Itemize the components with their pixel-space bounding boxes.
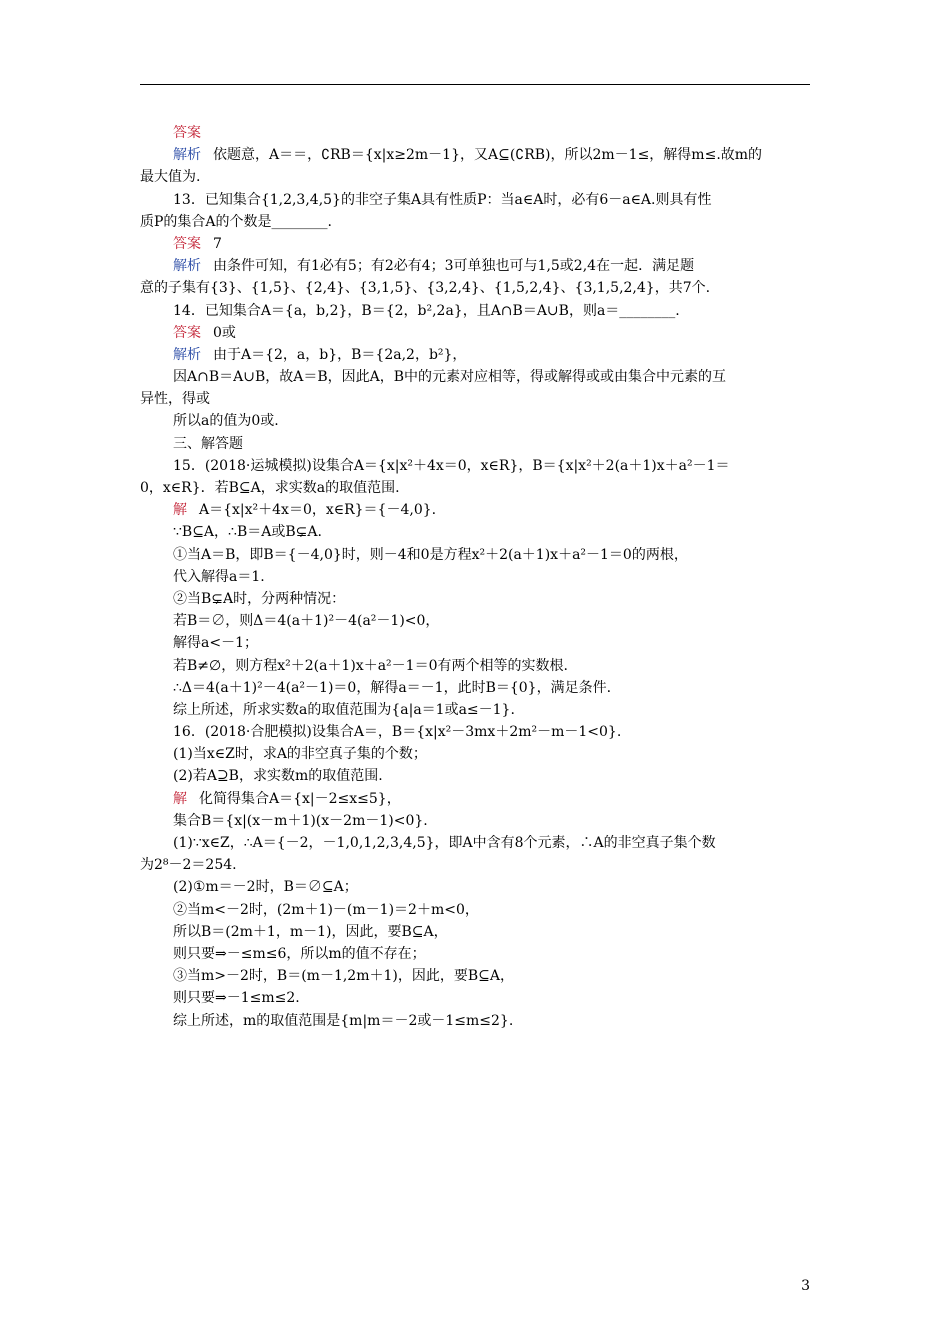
text-line [140, 788, 810, 810]
line-text: 0，x∈R}．若B⊆A，求实数a的取值范围. [140, 480, 400, 496]
text-line [140, 300, 810, 322]
text-line [140, 277, 810, 299]
line-text: (1)当x∈Z时，求A的非空真子集的个数； [173, 746, 427, 763]
line-text: 所以a的值为0或. [173, 413, 279, 430]
answer-label: 解析 [173, 346, 201, 363]
text-line [140, 1010, 810, 1032]
line-text: 因A∩B＝A∪B，故A＝B，因此A，B中的元素对应相等，得或解得或或由集合中元素的互 [173, 369, 727, 386]
text-line [140, 765, 810, 787]
answer-label: 答案 [173, 125, 201, 141]
line-text: 解得a<－1； [173, 635, 258, 652]
line-text: ∴Δ＝4(a＋1)²－4(a²－1)＝0，解得a＝－1，此时B＝{0}，满足条件. [173, 679, 612, 696]
text-line [140, 455, 810, 477]
text-line [140, 943, 810, 965]
line-text: ②当m<－2时，(2m＋1)－(m－1)＝2＋m<0， [173, 901, 479, 918]
answer-label: 解析 [173, 258, 201, 275]
line-text: 13．已知集合{1,2,3,4,5}的非空子集A具有性质P：当a∈A时，必有6－a∈A.则具有性 [173, 191, 712, 208]
text-line [140, 521, 810, 543]
answer-label: 解析 [173, 147, 201, 164]
header-rule [140, 84, 810, 85]
text-line [140, 477, 810, 499]
text-line [140, 965, 810, 987]
text-line [140, 677, 810, 699]
line-text: ∵B⊆A，∴B＝A或B⊊A. [173, 524, 322, 541]
line-text: ①当A＝B，即B＝{－4,0}时，则－4和0是方程x²＋2(a＋1)x＋a²－1＝0的两根， [173, 546, 688, 563]
text-line [140, 122, 810, 144]
line-text: 依题意，A＝＝，∁RB＝{x|x≥2m－1}，又A⊆(∁RB)，所以2m－1≤，解得m≤.故m的 [213, 147, 763, 164]
line-text: 异性，得或 [140, 391, 210, 408]
line-text: 化简得集合A＝{x|－2≤x≤5}， [199, 790, 401, 807]
page-number: 3 [801, 1278, 810, 1294]
answer-label: 解 [173, 790, 187, 807]
text-line [140, 588, 810, 610]
answer-label: 答案 [173, 324, 201, 341]
text-line [140, 655, 810, 677]
text-line [140, 344, 810, 366]
line-text: 0或 [213, 324, 236, 341]
line-text: 综上所述，所求实数a的取值范围为{a|a＝1或a≤－1}. [173, 701, 515, 718]
text-line [140, 166, 810, 188]
line-text: ②当B⊊A时，分两种情况： [173, 590, 346, 607]
text-line [140, 721, 810, 743]
text-line [140, 899, 810, 921]
text-line [140, 388, 810, 410]
line-text: (2)①m＝－2时，B＝∅⊆A； [173, 879, 358, 896]
text-line [140, 921, 810, 943]
answer-label: 解 [173, 502, 187, 519]
line-text: 所以B＝(2m＋1，m－1)，因此，要B⊆A， [173, 923, 448, 940]
answer-label: 答案 [173, 235, 201, 252]
line-text: 则只要⇒－1≤m≤2. [173, 990, 300, 1007]
text-line [140, 632, 810, 654]
text-line [140, 544, 810, 566]
line-text: 16．(2018·合肥模拟)设集合A＝，B＝{x|x²－3mx＋2m²－m－1<0}. [173, 724, 622, 741]
text-line [140, 832, 810, 854]
line-text: 由于A＝{2，a，b}，B＝{2a,2，b²}， [213, 346, 467, 363]
text-line [140, 743, 810, 765]
text-line [140, 322, 810, 344]
line-text: 由条件可知，有1必有5；有2必有4；3可单独也可与1,5或2,4在一起．满足题 [213, 258, 695, 275]
line-text: 15．(2018·运城模拟)设集合A＝{x|x²＋4x＝0，x∈R}，B＝{x|x²＋2(a＋1)x＋a²－1＝ [173, 457, 730, 474]
line-text: (1)∵x∈Z，∴A＝{－2，－1,0,1,2,3,4,5}，即A中含有8个元素，∴A的非空真子集个数 [173, 835, 716, 851]
line-text: 7 [213, 235, 222, 252]
line-text: 14．已知集合A＝{a，b,2}，B＝{2，b²,2a}，且A∩B＝A∪B，则a＝________. [173, 302, 680, 319]
line-text: 集合B＝{x|(x－m＋1)(x－2m－1)<0}. [173, 812, 428, 829]
text-line [140, 499, 810, 521]
text-line [140, 876, 810, 898]
text-line [140, 810, 810, 832]
document-body [140, 122, 810, 1032]
text-line [140, 233, 810, 255]
line-text: 意的子集有{3}、{1,5}、{2,4}、{3,1,5}、{3,2,4}、{1,5,2,4}、{3,1,5,2,4}，共7个. [140, 280, 711, 297]
text-line [140, 211, 810, 233]
line-text: 代入解得a＝1. [173, 568, 265, 585]
line-text: 最大值为. [140, 169, 201, 186]
line-text: 为2⁸－2＝254. [140, 857, 237, 874]
text-line [140, 189, 810, 211]
line-text: 则只要⇒－≤m≤6，所以m的值不存在； [173, 945, 426, 962]
text-line [140, 255, 810, 277]
line-text: (2)若A⊇B，求实数m的取值范围. [173, 768, 383, 785]
line-text: 三、解答题 [173, 435, 243, 452]
line-text: 若B＝∅，则Δ＝4(a＋1)²－4(a²－1)<0， [173, 613, 440, 630]
line-text: 若B≠∅，则方程x²＋2(a＋1)x＋a²－1＝0有两个相等的实数根. [173, 657, 568, 674]
text-line [140, 699, 810, 721]
text-line [140, 433, 810, 455]
line-text: A＝{x|x²＋4x＝0，x∈R}＝{－4,0}. [199, 502, 437, 519]
text-line [140, 366, 810, 388]
line-text: 综上所述，m的取值范围是{m|m＝－2或－1≤m≤2}. [173, 1012, 514, 1029]
text-line [140, 610, 810, 632]
line-text: ③当m>－2时，B＝(m－1,2m＋1)，因此，要B⊆A， [173, 968, 514, 985]
text-line [140, 566, 810, 588]
text-line [140, 144, 810, 166]
line-text: 质P的集合A的个数是________. [140, 213, 332, 230]
text-line [140, 854, 810, 876]
text-line [140, 987, 810, 1009]
text-line [140, 410, 810, 432]
